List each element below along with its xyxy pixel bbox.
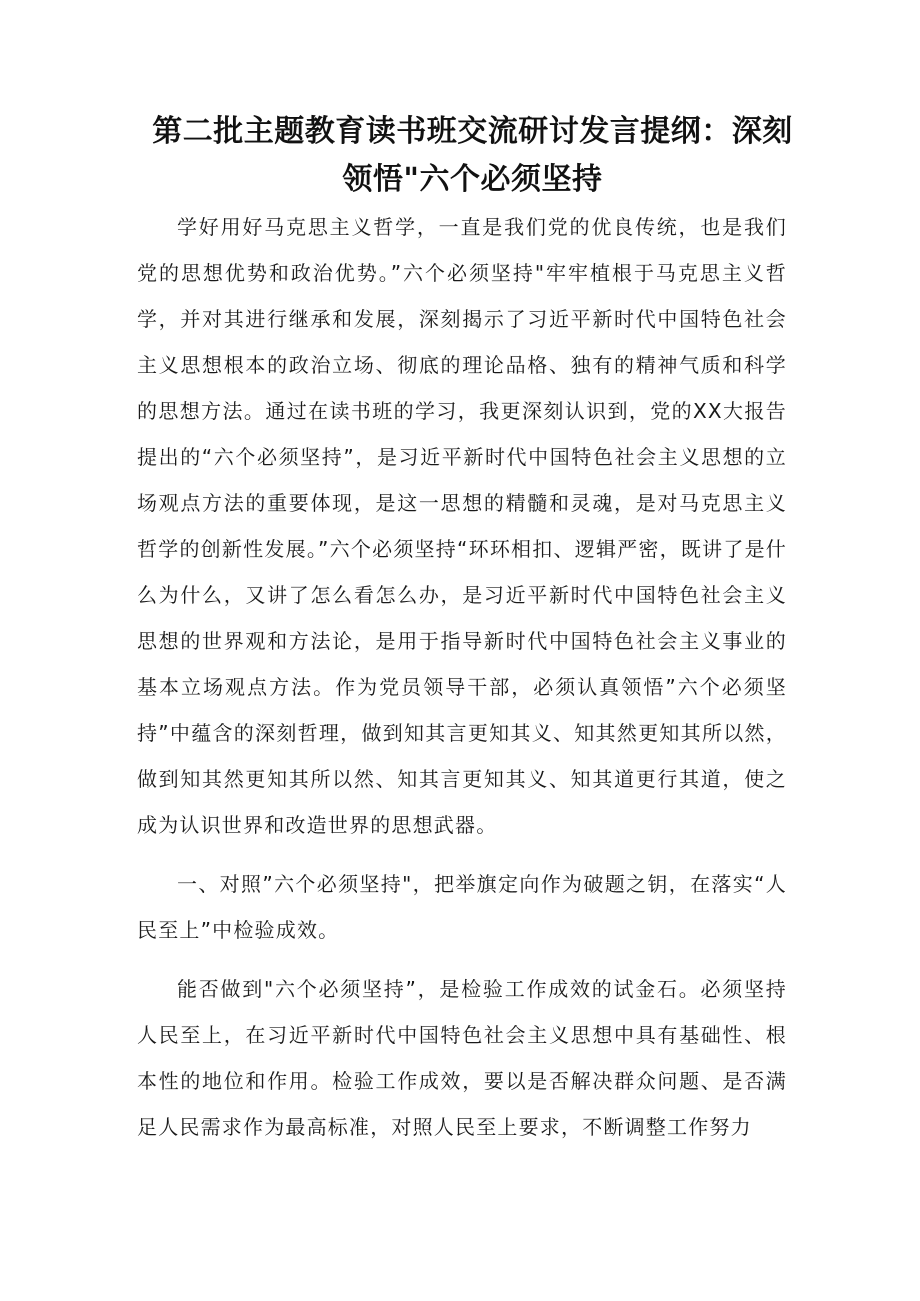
paragraph-intro: 学好用好马克思主义哲学，一直是我们党的优良传统，也是我们党的思想优势和政治优势。”六个必须坚持"牢牢植根于马克思主义哲学，并对其进行继承和发展，深刻揭示了习近平新时代中国特色社会主义思想根本的政治立场、彻底的理论品格、独有的精神气质和科学的思想方法。通过在读书班的学习，我更深刻认识到，党的XX大报告提出的“六个必须坚持”，是习近平新时代中国特色社会主义思想的立场观点方法的重要体现，是这一思想的精髓和灵魂，是对马克思主义哲学的创新性发展。”六个必须坚持“环环相扣、逻辑严密，既讲了是什么为什么，又讲了怎么看怎么办，是习近平新时代中国特色社会主义思想的世界观和方法论，是用于指导新时代中国特色社会主义事业的基本立场观点方法。作为党员领导干部，必须认真领悟”六个必须坚持”中蕴含的深刻哲理，做到知其言更知其义、知其然更知其所以然，做到知其然更知其所以然、知其言更知其义、知其道更行其道，使之成为认识世界和改造世界的思想武器。 — [137, 215, 787, 837]
paragraph-section-body-1: 能否做到"六个必须坚持”，是检验工作成效的试金石。必须坚持人民至上，在习近平新时代中国特色社会主义思想中具有基础性、根本性的地位和作用。检验工作成效，要以是否解决群众问题、是否满足人民需求作为最高标准，对照人民至上要求，不断调整工作努力 — [137, 977, 787, 1139]
document-title: 第二批主题教育读书班交流研讨发言提纲：深刻领悟"六个必须坚持 — [152, 114, 793, 197]
document-body — [137, 204, 787, 1150]
paragraph-section-heading-1: 一、对照”六个必须坚持"，把举旗定向作为破题之钥，在落实“人民至上”中检验成效。 — [137, 872, 787, 942]
